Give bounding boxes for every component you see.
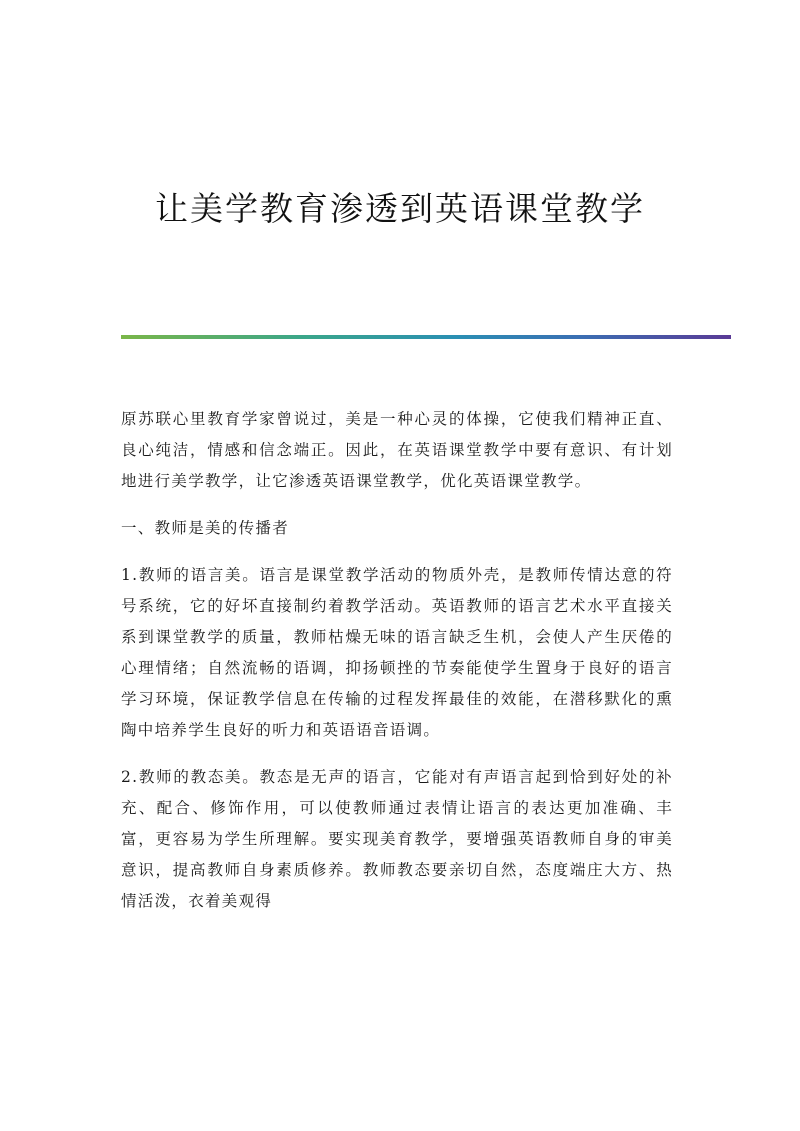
intro-paragraph: 原苏联心里教育学家曾说过，美是一种心灵的体操，它使我们精神正直、良心纯洁，情感和信念端正。因此，在英语课堂教学中要有意识、有计划地进行美学教学，让它渗透英语课堂教学，优化英语课堂教学。	[121, 410, 673, 490]
body-paragraph: 2.教师的教态美。教态是无声的语言，它能对有声语言起到恰到好处的补充、配合、修饰作用，可以使教师通过表情让语言的表达更加准确、丰富，更容易为学生所理解。要实现美育教学，要增强英语教师自身的审美意识，提高教师自身素质修养。教师教态要亲切自然，态度端庄大方、热情活泼，衣着美观得	[121, 768, 673, 910]
body-paragraph: 1.教师的语言美。语言是课堂教学活动的物质外壳，是教师传情达意的符号系统，它的好坏直接制约着教学活动。英语教师的语言艺术水平直接关系到课堂教学的质量，教师枯燥无味的语言缺乏生机，会使人产生厌倦的心理情绪；自然流畅的语调，抑扬顿挫的节奏能使学生置身于良好的语言学习环境，保证教学信息在传输的过程发挥最佳的效能，在潜移默化的熏陶中培养学生良好的听力和英语语音语调。	[121, 566, 673, 739]
section-heading: 一、教师是美的传播者	[121, 519, 290, 537]
document-body	[121, 404, 673, 933]
title-divider	[121, 335, 731, 339]
document-title: 让美学教育渗透到英语课堂教学	[155, 189, 645, 228]
